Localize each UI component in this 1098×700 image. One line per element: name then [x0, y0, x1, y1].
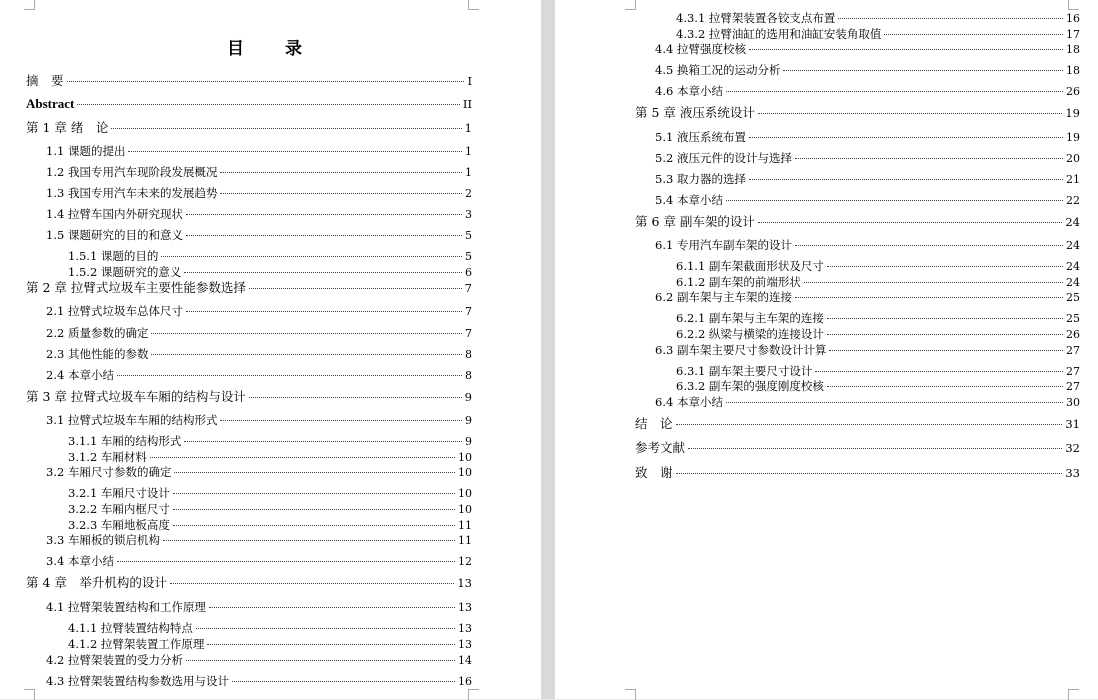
toc-entry-label: 4.5 换箱工况的运动分析 — [655, 63, 781, 77]
toc-entry-page-number: 27 — [1066, 365, 1080, 378]
toc-dot-leader — [111, 127, 461, 129]
toc-entry-page-number: 22 — [1066, 194, 1080, 207]
toc-dot-leader — [249, 396, 462, 398]
toc-entry[interactable] — [68, 265, 472, 280]
toc-entry-label: 6.3.1 副车架主要尺寸设计 — [676, 364, 813, 378]
toc-entry[interactable] — [676, 275, 1080, 290]
toc-dot-leader — [232, 680, 455, 682]
toc-entry[interactable] — [635, 106, 1080, 120]
toc-entry-label: 6.2.1 副车架与主车架的连接 — [676, 311, 824, 325]
toc-entry-label: 6.1.2 副车架的前端形状 — [676, 275, 801, 289]
page-gutter — [541, 0, 555, 699]
toc-entry[interactable] — [46, 674, 472, 689]
toc-entry[interactable] — [26, 576, 472, 590]
toc-entry[interactable] — [68, 434, 472, 449]
toc-entry[interactable] — [655, 172, 1080, 187]
toc-dot-leader — [726, 199, 1063, 201]
toc-entry[interactable] — [676, 327, 1080, 342]
toc-entry-page-number: 1 — [465, 166, 472, 179]
toc-entry-label: 1.1 课题的提出 — [46, 144, 126, 158]
document-page-right — [555, 0, 1098, 699]
toc-entry-label: 3.1.1 车厢的结构形式 — [68, 434, 182, 448]
toc-entry-page-number: 18 — [1066, 43, 1080, 56]
toc-dot-leader — [184, 271, 462, 273]
toc-dot-leader — [220, 419, 462, 421]
toc-entry-page-number: 13 — [458, 622, 472, 635]
toc-entry-label: 6.2 副车架与主车架的连接 — [655, 290, 792, 304]
toc-dot-leader — [220, 192, 462, 194]
toc-dot-leader — [128, 150, 462, 152]
toc-entry-label: 1.3 我国专用汽车未来的发展趋势 — [46, 186, 218, 200]
toc-entry-label: 1.5.2 课题研究的意义 — [68, 265, 182, 279]
toc-entry-page-number: 16 — [458, 675, 472, 688]
toc-entry-page-number: 33 — [1065, 466, 1080, 480]
toc-entry[interactable] — [676, 364, 1080, 379]
toc-entry[interactable] — [68, 450, 472, 465]
toc-entry[interactable] — [46, 600, 472, 615]
toc-entry-label: 3.2.1 车厢尺寸设计 — [68, 486, 170, 500]
toc-dot-leader — [67, 80, 465, 82]
toc-entry-page-number: 19 — [1065, 106, 1080, 120]
toc-entry-page-number: 10 — [458, 451, 472, 464]
toc-entry-page-number: 8 — [465, 369, 472, 382]
toc-dot-leader — [184, 440, 462, 442]
toc-entry[interactable] — [676, 259, 1080, 274]
toc-entry-page-number: 10 — [458, 487, 472, 500]
toc-entry-page-number: 30 — [1066, 396, 1080, 409]
toc-dot-leader — [170, 582, 454, 584]
toc-dot-leader — [209, 606, 455, 608]
toc-entry[interactable] — [26, 97, 472, 111]
toc-entry-page-number: 1 — [465, 145, 472, 158]
toc-entry-label: 3.4 本章小结 — [46, 554, 114, 568]
toc-dot-leader — [150, 456, 455, 458]
toc-dot-leader — [829, 349, 1063, 351]
toc-entry-label: 6.1.1 副车架截面形状及尺寸 — [676, 259, 824, 273]
toc-dot-leader — [815, 370, 1063, 372]
toc-entry-page-number: 13 — [457, 576, 472, 590]
toc-entry-label: 5.1 液压系统布置 — [655, 130, 746, 144]
toc-entry[interactable] — [46, 554, 472, 569]
toc-dot-leader — [884, 33, 1063, 35]
toc-entry[interactable] — [26, 281, 472, 295]
toc-entry-page-number: 5 — [465, 229, 472, 242]
toc-dot-leader — [196, 627, 455, 629]
toc-dot-leader — [804, 281, 1063, 283]
toc-dot-leader — [151, 332, 462, 334]
toc-dot-leader — [676, 472, 1063, 474]
toc-entry-page-number: 11 — [458, 519, 472, 532]
toc-entry[interactable] — [46, 228, 472, 243]
toc-dot-leader — [827, 385, 1063, 387]
toc-dot-leader — [174, 471, 455, 473]
toc-dot-leader — [163, 539, 455, 541]
toc-entry-label: 4.1.1 拉臂装置结构特点 — [68, 621, 193, 635]
toc-entry-label: 结 论 — [635, 416, 673, 431]
toc-entry-page-number: II — [462, 97, 472, 111]
toc-entry-page-number: 24 — [1066, 239, 1080, 252]
crop-mark — [468, 0, 479, 10]
toc-dot-leader — [249, 287, 462, 289]
toc-entry[interactable] — [46, 186, 472, 201]
toc-dot-leader — [207, 643, 455, 645]
toc-entry-label: 4.3.2 拉臂油缸的选用和油缸安装角取值 — [676, 27, 882, 41]
toc-entry-page-number: 32 — [1065, 441, 1080, 455]
crop-mark — [24, 0, 35, 10]
toc-entry[interactable] — [635, 466, 1080, 480]
toc-dot-leader — [151, 353, 462, 355]
toc-entry[interactable] — [46, 368, 472, 383]
toc-entry[interactable] — [26, 390, 472, 404]
toc-entry[interactable] — [635, 441, 1080, 455]
toc-dot-leader — [783, 69, 1063, 71]
toc-entry-label: 3.2.2 车厢内框尺寸 — [68, 502, 170, 516]
toc-entry[interactable] — [655, 84, 1080, 99]
toc-entry[interactable] — [68, 518, 472, 533]
toc-entry-page-number: 12 — [458, 555, 472, 568]
toc-entry[interactable] — [676, 11, 1080, 26]
toc-entry-page-number: 2 — [465, 187, 472, 200]
toc-entry-label: 第 4 章 举升机构的设计 — [26, 575, 167, 590]
crop-mark — [625, 0, 636, 10]
toc-entry-label: 2.4 本章小结 — [46, 368, 114, 382]
toc-entry[interactable] — [655, 63, 1080, 78]
toc-entry-page-number: 6 — [465, 266, 472, 279]
toc-entry-page-number: 26 — [1066, 328, 1080, 341]
toc-entry-label: 4.1.2 拉臂架装置工作原理 — [68, 637, 205, 651]
toc-entry[interactable] — [26, 121, 472, 135]
toc-entry[interactable] — [676, 379, 1080, 394]
toc-dot-leader — [173, 524, 455, 526]
toc-entry-label: 5.4 本章小结 — [655, 193, 723, 207]
toc-entry-label: 6.4 本章小结 — [655, 395, 723, 409]
toc-dot-leader — [749, 136, 1063, 138]
toc-dot-leader — [688, 447, 1062, 449]
toc-entry-label: 摘 要 — [26, 73, 64, 88]
toc-entry-label: 1.5 课题研究的目的和意义 — [46, 228, 183, 242]
toc-entry[interactable] — [655, 42, 1080, 57]
toc-entry-label: 6.1 专用汽车副车架的设计 — [655, 238, 792, 252]
toc-entry-page-number: 10 — [458, 503, 472, 516]
toc-dot-leader — [161, 255, 462, 257]
document-page-left — [0, 0, 541, 699]
toc-entry-label: 6.3 副车架主要尺寸参数设计计算 — [655, 343, 827, 357]
toc-entry-page-number: 24 — [1066, 260, 1080, 273]
toc-entry-label: 5.3 取力器的选择 — [655, 172, 746, 186]
toc-entry[interactable] — [68, 502, 472, 517]
toc-entry-page-number: 8 — [465, 348, 472, 361]
toc-entry-label: 6.2.2 纵梁与横梁的连接设计 — [676, 327, 824, 341]
toc-entry[interactable] — [46, 347, 472, 362]
toc-entry-label: 3.1 拉臂式垃圾车车厢的结构形式 — [46, 413, 218, 427]
toc-entry-page-number: 26 — [1066, 85, 1080, 98]
toc-entry-page-number: 31 — [1065, 417, 1080, 431]
toc-entry[interactable] — [655, 343, 1080, 358]
toc-entry-label: 4.4 拉臂强度校核 — [655, 42, 746, 56]
toc-entry-label: 2.3 其他性能的参数 — [46, 347, 149, 361]
toc-entry-label: 第 3 章 拉臂式垃圾车车厢的结构与设计 — [26, 389, 246, 404]
toc-entry-label: 2.1 拉臂式垃圾车总体尺寸 — [46, 304, 183, 318]
toc-entry[interactable] — [46, 653, 472, 668]
toc-dot-leader — [758, 112, 1062, 114]
toc-entry-label: 3.2 车厢尺寸参数的确定 — [46, 465, 172, 479]
toc-dot-leader — [726, 401, 1063, 403]
toc-entry-label: 3.3 车厢板的锁启机构 — [46, 533, 160, 547]
toc-entry-page-number: 7 — [465, 305, 472, 318]
toc-entry-page-number: 9 — [465, 414, 472, 427]
toc-entry[interactable] — [68, 486, 472, 501]
toc-entry-label: 4.1 拉臂架装置结构和工作原理 — [46, 600, 206, 614]
toc-dot-leader — [827, 265, 1063, 267]
toc-entry[interactable] — [46, 207, 472, 222]
toc-dot-leader — [749, 48, 1063, 50]
toc-entry-label: 2.2 质量参数的确定 — [46, 326, 149, 340]
toc-entry[interactable] — [46, 413, 472, 428]
crop-mark — [468, 689, 479, 700]
toc-entry-label: 3.2.3 车厢地板高度 — [68, 518, 170, 532]
toc-entry-label: 1.2 我国专用汽车现阶段发展概况 — [46, 165, 218, 179]
toc-entry-label: 1.4 拉臂车国内外研究现状 — [46, 207, 183, 221]
toc-dot-leader — [795, 157, 1063, 159]
toc-entry-page-number: 5 — [465, 250, 472, 263]
toc-dot-leader — [726, 90, 1063, 92]
toc-entry-page-number: 13 — [458, 638, 472, 651]
toc-entry-page-number: 27 — [1066, 344, 1080, 357]
toc-dot-leader — [173, 508, 455, 510]
toc-entry[interactable] — [655, 151, 1080, 166]
toc-entry[interactable] — [46, 533, 472, 548]
toc-entry[interactable] — [46, 304, 472, 319]
toc-entry-label: 3.1.2 车厢材料 — [68, 450, 147, 464]
toc-dot-leader — [117, 560, 455, 562]
toc-entry[interactable] — [46, 465, 472, 480]
toc-dot-leader — [827, 333, 1063, 335]
toc-dot-leader — [220, 171, 462, 173]
toc-entry-page-number: 20 — [1066, 152, 1080, 165]
toc-entry[interactable] — [68, 621, 472, 636]
toc-entry-label: 4.3 拉臂架装置结构参数选用与设计 — [46, 674, 229, 688]
toc-dot-leader — [186, 310, 462, 312]
toc-entry-page-number: 19 — [1066, 131, 1080, 144]
toc-entry[interactable] — [46, 326, 472, 341]
toc-dot-leader — [77, 103, 460, 105]
toc-dot-leader — [186, 213, 462, 215]
toc-entry-label: 4.6 本章小结 — [655, 84, 723, 98]
toc-entry[interactable] — [68, 637, 472, 652]
toc-dot-leader — [173, 492, 455, 494]
toc-entry-label: Abstract — [26, 96, 75, 111]
toc-entry-page-number: 17 — [1066, 28, 1080, 41]
toc-dot-leader — [838, 17, 1063, 19]
toc-entry[interactable] — [635, 417, 1080, 431]
toc-entry[interactable] — [655, 238, 1080, 253]
toc-entry-page-number: 24 — [1066, 276, 1080, 289]
toc-title: 目 录 — [227, 39, 314, 59]
toc-entry[interactable] — [46, 144, 472, 159]
toc-entry-page-number: 9 — [465, 435, 472, 448]
toc-entry[interactable] — [68, 249, 472, 264]
toc-entry[interactable] — [676, 27, 1080, 42]
toc-entry[interactable] — [655, 193, 1080, 208]
toc-entry-label: 1.5.1 课题的目的 — [68, 249, 159, 263]
toc-entry-label: 5.2 液压元件的设计与选择 — [655, 151, 792, 165]
toc-dot-leader — [117, 374, 462, 376]
toc-entry[interactable] — [635, 215, 1080, 229]
toc-entry-page-number: 14 — [458, 654, 472, 667]
toc-dot-leader — [186, 234, 462, 236]
toc-entry[interactable] — [655, 290, 1080, 305]
toc-entry-page-number: 25 — [1066, 291, 1080, 304]
toc-entry-page-number: 16 — [1066, 12, 1080, 25]
toc-dot-leader — [827, 317, 1063, 319]
toc-entry-page-number: 27 — [1066, 380, 1080, 393]
crop-mark — [625, 689, 636, 700]
crop-mark — [24, 689, 35, 700]
toc-entry-label: 致 谢 — [635, 465, 673, 480]
toc-entry[interactable] — [26, 74, 472, 88]
toc-entry-label: 参考文献 — [635, 440, 686, 455]
toc-entry-label: 第 2 章 拉臂式垃圾车主要性能参数选择 — [26, 280, 246, 295]
toc-dot-leader — [186, 659, 455, 661]
toc-entry-page-number: 18 — [1066, 64, 1080, 77]
toc-entry-label: 第 1 章 绪 论 — [26, 120, 109, 135]
toc-dot-leader — [749, 178, 1063, 180]
toc-dot-leader — [795, 244, 1063, 246]
toc-entry-label: 第 5 章 液压系统设计 — [635, 105, 755, 120]
toc-entry-label: 6.3.2 副车架的强度刚度校核 — [676, 379, 824, 393]
toc-entry-page-number: 7 — [465, 327, 472, 340]
toc-entry[interactable] — [676, 311, 1080, 326]
toc-entry-page-number: 24 — [1065, 215, 1080, 229]
toc-dot-leader — [758, 221, 1062, 223]
crop-mark — [1068, 0, 1079, 10]
toc-dot-leader — [676, 423, 1063, 425]
toc-entry-page-number: 7 — [464, 281, 472, 295]
toc-entry[interactable] — [46, 165, 472, 180]
toc-entry-page-number: 21 — [1066, 173, 1080, 186]
toc-entry-page-number: 9 — [464, 390, 472, 404]
toc-entry-page-number: 10 — [458, 466, 472, 479]
toc-entry[interactable] — [655, 130, 1080, 145]
crop-mark — [1068, 689, 1079, 700]
toc-entry-page-number: 1 — [464, 121, 472, 135]
toc-entry-page-number: 3 — [465, 208, 472, 221]
toc-entry-page-number: 11 — [458, 534, 472, 547]
toc-entry-page-number: 25 — [1066, 312, 1080, 325]
toc-entry-label: 4.2 拉臂架装置的受力分析 — [46, 653, 183, 667]
toc-dot-leader — [795, 296, 1063, 298]
toc-entry[interactable] — [655, 395, 1080, 410]
toc-entry-label: 第 6 章 副车架的设计 — [635, 214, 755, 229]
toc-entry-page-number: 13 — [458, 601, 472, 614]
toc-entry-page-number: I — [467, 74, 472, 88]
toc-entry-label: 4.3.1 拉臂架装置各铰支点布置 — [676, 11, 836, 25]
